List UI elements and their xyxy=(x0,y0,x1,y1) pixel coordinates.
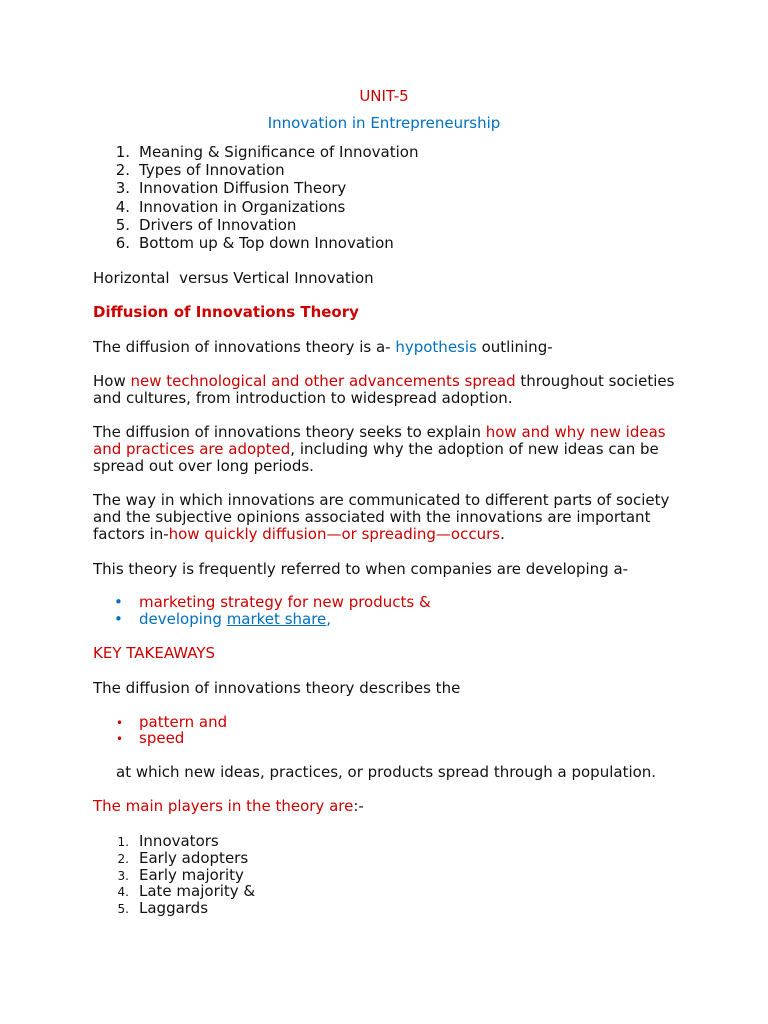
list-number: 2. xyxy=(115,161,130,179)
text-span: . xyxy=(500,525,505,543)
paragraph-how xyxy=(93,373,693,407)
list-text: , xyxy=(326,610,332,628)
list-number: 3. xyxy=(117,869,129,883)
bullet-icon: • xyxy=(116,732,124,746)
highlight-text: new technological and other advancements spread xyxy=(130,372,516,390)
list-text: Innovators xyxy=(139,832,219,850)
text-span: How xyxy=(93,372,131,390)
paragraph-explain xyxy=(93,424,693,475)
players-heading xyxy=(93,798,364,815)
bullet-icon: • xyxy=(116,716,124,730)
text-span: The way in which innovations are communicated to different parts of society and the subjective opinions associated with the innovations are important factors in- xyxy=(93,491,670,543)
list-text: Early majority xyxy=(139,866,244,884)
paragraph-communicated xyxy=(93,492,693,543)
list-text: developing xyxy=(139,610,227,628)
text-span: The diffusion of innovations theory is a- xyxy=(93,338,396,356)
paragraph-spread: at which new ideas, practices, or products spread through a population. xyxy=(116,763,657,781)
list-number: 5. xyxy=(115,216,130,234)
list-number: 5. xyxy=(117,902,129,916)
text-span: outlining- xyxy=(476,338,553,356)
page-subtitle: Innovation in Entrepreneurship xyxy=(267,114,501,132)
list-text: Innovation Diffusion Theory xyxy=(139,179,347,197)
horizontal-vertical-line: Horizontal versus Vertical Innovation xyxy=(93,269,374,287)
list-number: 2. xyxy=(117,852,129,866)
list-text: Meaning & Significance of Innovation xyxy=(139,143,419,161)
bullet-icon: • xyxy=(114,593,123,611)
text-span: , including why the adoption of new ideas can be spread out over long periods. xyxy=(93,440,659,475)
section-heading: Diffusion of Innovations Theory xyxy=(93,303,359,321)
highlight-text: The main players in the theory are xyxy=(93,797,354,815)
highlight-text: how quickly diffusion—or spreading—occurs xyxy=(168,525,501,543)
list-text: Late majority & xyxy=(139,882,256,900)
list-text: Laggards xyxy=(139,899,209,917)
list-number: 1. xyxy=(115,143,130,161)
bullet-icon: • xyxy=(114,610,123,628)
hypothesis-link[interactable]: hypothesis xyxy=(395,338,477,356)
list-number: 3. xyxy=(115,179,130,197)
list-text: Early adopters xyxy=(139,849,249,867)
list-number: 1. xyxy=(117,835,129,849)
list-text: Drivers of Innovation xyxy=(139,216,297,234)
text-span: throughout societies and cultures, from introduction to widespread adoption. xyxy=(93,372,675,407)
paragraph-describes: The diffusion of innovations theory describes the xyxy=(93,679,461,697)
list-text: pattern and xyxy=(139,713,228,731)
key-takeaways-heading: KEY TAKEAWAYS xyxy=(93,644,216,662)
text-span: The diffusion of innovations theory seeks to explain xyxy=(93,423,486,441)
market-share-link[interactable]: market share xyxy=(226,610,327,628)
list-text: Bottom up & Top down Innovation xyxy=(139,234,394,252)
highlight-text: how and why new ideas and practices are adopted xyxy=(93,423,666,458)
list-item xyxy=(139,611,331,628)
unit-title: UNIT-5 xyxy=(359,87,409,105)
list-text: Types of Innovation xyxy=(139,161,285,179)
list-text: marketing strategy for new products & xyxy=(139,593,431,611)
list-number: 6. xyxy=(115,234,130,252)
list-number: 4. xyxy=(115,198,130,216)
paragraph-companies: This theory is frequently referred to when companies are developing a- xyxy=(93,560,629,578)
list-number: 4. xyxy=(117,885,129,899)
text-span: :- xyxy=(353,797,364,815)
paragraph-hypothesis xyxy=(93,339,693,356)
list-text: speed xyxy=(139,729,185,747)
list-text: Innovation in Organizations xyxy=(139,198,346,216)
